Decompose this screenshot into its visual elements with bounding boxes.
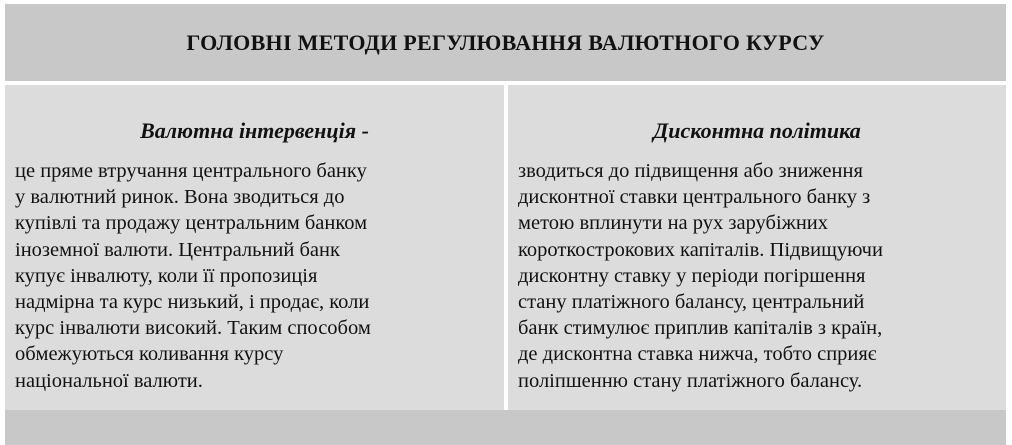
currency-intervention-panel xyxy=(5,85,504,410)
text-line: купівлі та продажу центральним банком xyxy=(15,212,368,235)
text-line: у валютний ринок. Вона зводиться до xyxy=(15,186,345,209)
discount-policy-text xyxy=(518,158,883,394)
text-line: зводиться до підвищення або зниження xyxy=(518,160,863,182)
text-line: банк стимулює приплив капіталів з країн, xyxy=(518,317,883,340)
text-line: короткострокових капіталів. Підвищуючи xyxy=(518,238,883,261)
text-line: це пряме втручання центрального банку xyxy=(15,160,367,182)
text-line: іноземної валюти. Центральний банк xyxy=(15,238,340,261)
text-line: національної валюти. xyxy=(15,369,203,392)
text-line: де дисконтна ставка нижча, тобто сприяє xyxy=(518,343,877,366)
currency-intervention-text xyxy=(15,158,371,394)
text-line: метою вплинути на рух зарубіжних xyxy=(518,212,829,235)
footer-band xyxy=(5,410,1006,445)
text-line: купує інвалюту, коли її пропозиція xyxy=(15,264,318,287)
text-line: дисконтної ставки центрального банку з xyxy=(518,186,871,209)
text-line: дисконтну ставку у періоди погіршення xyxy=(518,264,866,287)
discount-policy-panel xyxy=(508,85,1006,410)
text-line: поліпшенню стану платіжного балансу. xyxy=(518,369,863,392)
currency-intervention-title: Валютна інтервенція - xyxy=(140,118,369,143)
discount-policy-title: Дисконтна політика xyxy=(653,118,861,143)
page-title: ГОЛОВНІ МЕТОДИ РЕГУЛЮВАННЯ ВАЛЮТНОГО КУРСУ xyxy=(186,29,825,55)
text-line: обмежуються коливання курсу xyxy=(15,343,284,366)
text-line: надмірна та курс низький, і продає, коли xyxy=(15,291,370,314)
text-line: стану платіжного балансу, центральний xyxy=(518,291,865,314)
header-banner xyxy=(5,4,1006,81)
text-line: курс інвалюти високий. Таким способом xyxy=(15,317,371,340)
